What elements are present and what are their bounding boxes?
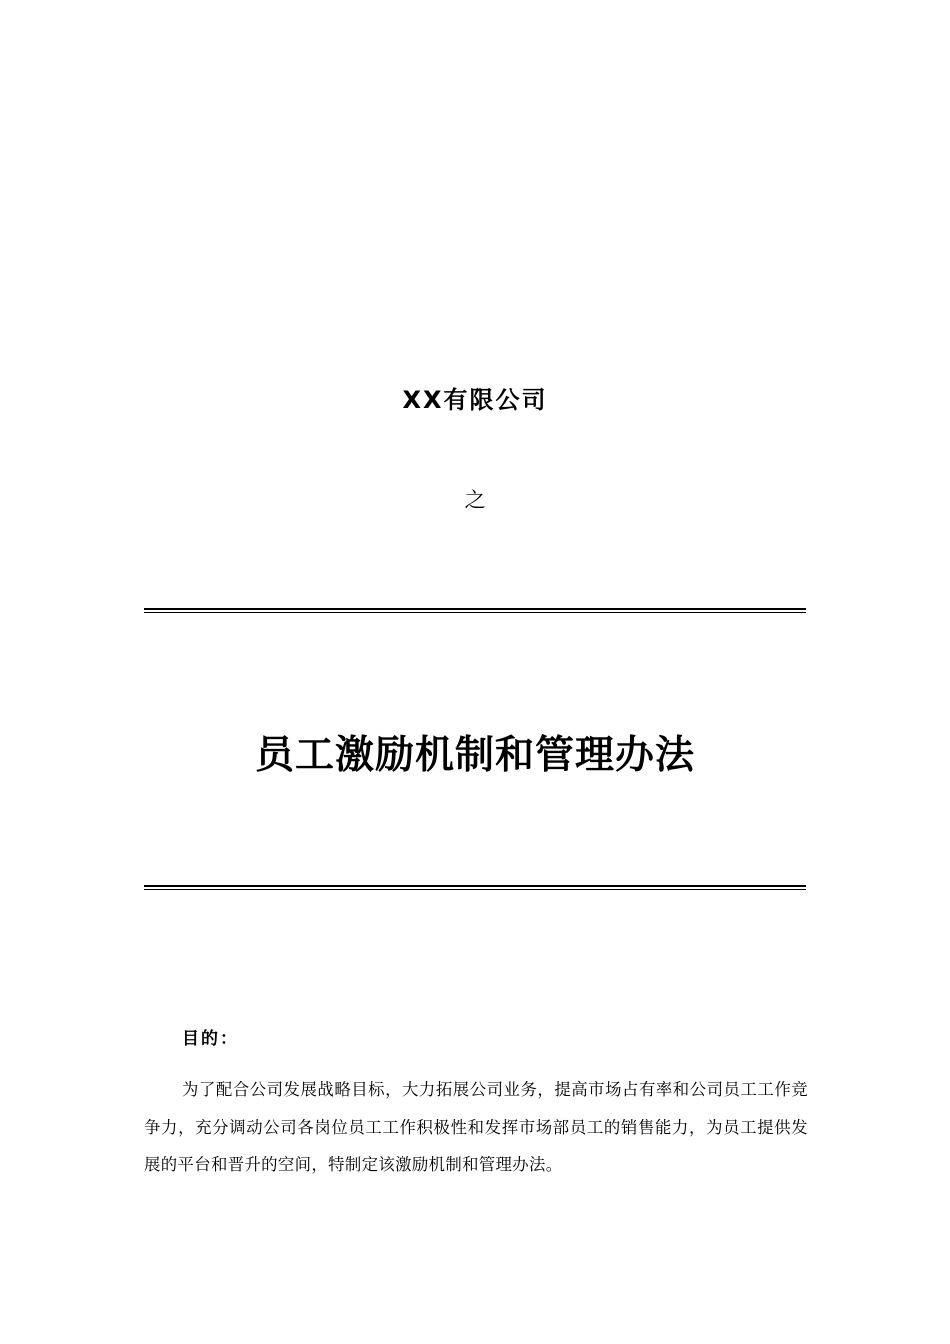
document-title: 员工激励机制和管理办法 [254,732,695,778]
connector-text: 之 [464,488,486,512]
purpose-paragraph: 为了配合公司发展战略目标，大力拓展公司业务，提高市场占有率和公司员工工作竞争力，充分调动公司各岗位员工工作积极性和发挥市场部员工的销售能力，为员工提供发展的平台和晋升的空间，特制定该激励机制和管理办法。 [144,1080,808,1174]
purpose-heading: 目的： [182,1029,239,1049]
company-name: XX有限公司 [402,386,548,414]
bottom-double-rule [144,885,806,890]
top-double-rule [144,608,806,613]
